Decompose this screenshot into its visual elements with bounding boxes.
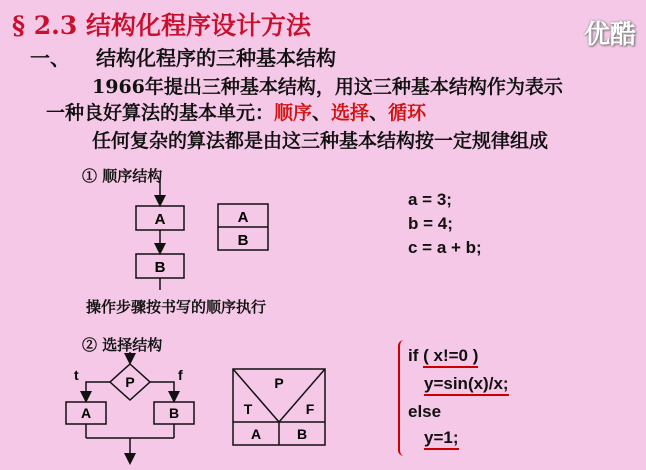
then-statement: y=sin(x)/x; <box>424 374 509 396</box>
true-branch-label: t <box>74 367 79 383</box>
page-title: § 2.3 结构化程序设计方法 <box>12 11 311 40</box>
ns-sequence-a-label: A <box>237 209 249 226</box>
ns-diagonal-right <box>279 369 325 422</box>
code-bracket-mark <box>398 340 412 456</box>
selection-heading: ② 选择结构 <box>82 336 163 354</box>
selection-code-if <box>408 346 478 366</box>
section-heading <box>30 42 336 71</box>
sequence-code-line: a = 3; <box>408 190 452 209</box>
paragraph-line-1: 1966年提出三种基本结构，用这三种基本结构作为表示 <box>92 76 563 98</box>
selection-ns-chart <box>232 368 326 446</box>
structure-selection: 选择 <box>331 102 370 124</box>
selection-box-a-label: A <box>80 405 92 421</box>
sequence-diagram <box>120 178 290 290</box>
sequence-code-line: b = 4; <box>408 214 453 233</box>
section-heading-text: 结构化程序的三种基本结构 <box>96 46 336 70</box>
false-branch-label: f <box>178 367 183 383</box>
separator: 、 <box>369 102 389 124</box>
true-branch-line <box>86 382 110 400</box>
selection-code-else: else <box>408 402 442 421</box>
watermark-logo: 优酷 <box>583 20 636 50</box>
false-branch-line <box>150 382 174 400</box>
selection-code-then <box>424 374 509 394</box>
sequence-box-b-label: B <box>154 259 166 276</box>
paragraph-line-2 <box>46 98 426 125</box>
sequence-caption: 操作步骤按书写的顺序执行 <box>86 298 267 316</box>
decision-label: P <box>125 374 135 390</box>
selection-flowchart <box>58 352 208 470</box>
ns-box-b-label: B <box>296 426 308 442</box>
selection-box-b-label: B <box>168 405 180 421</box>
else-statement: y=1; <box>424 428 459 450</box>
sequence-box-a-label: A <box>154 211 166 228</box>
ns-cond-label: P <box>274 375 284 391</box>
selection-code-else-stmt <box>424 428 459 448</box>
ns-diagonal-left <box>233 369 279 422</box>
if-keyword: if <box>408 346 419 365</box>
ns-false-label: F <box>305 401 315 417</box>
paragraph-line-2-prefix: 一种良好算法的基本单元： <box>46 102 275 124</box>
structure-loop: 循环 <box>388 102 427 124</box>
ns-sequence-b-label: B <box>237 232 249 249</box>
paragraph-line-3: 任何复杂的算法都是由这三种基本结构按一定规律组成 <box>92 130 549 152</box>
ns-true-label: T <box>243 401 253 417</box>
sequence-heading: ① 顺序结构 <box>82 167 163 185</box>
structure-sequence: 顺序 <box>274 102 313 124</box>
if-condition: ( x!=0 ) <box>423 346 478 368</box>
separator: 、 <box>312 102 332 124</box>
sequence-code-line: c = a + b; <box>408 238 482 257</box>
section-number: 一、 <box>30 46 70 70</box>
ns-box-a-label: A <box>250 426 262 442</box>
